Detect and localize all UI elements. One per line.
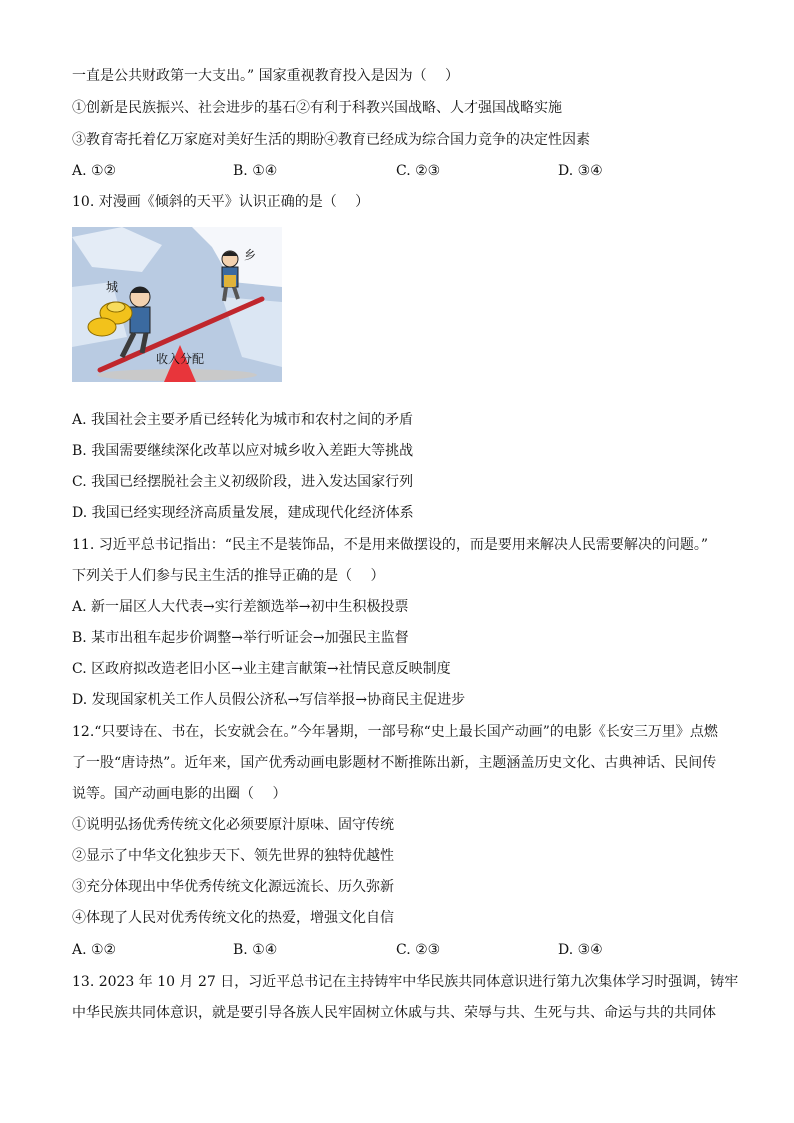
q11-option-a[interactable]: A. 新一届区人大代表→实行差额选举→初中生积极投票 — [72, 599, 409, 615]
q10-option-d[interactable]: D. 我国已经实现经济高质量发展，建成现代化经济体系 — [72, 505, 414, 521]
question-9-stem-end: 一直是公共财政第一大支出。” 国家重视教育投入是因为（ ） — [72, 68, 460, 84]
country-label: 乡 — [244, 248, 257, 262]
statement-1-2: ①创新是民族振兴、社会进步的基石②有利于科教兴国战略、人才强国战略实施 — [72, 100, 562, 116]
q12-statement-3: ③充分体现出中华优秀传统文化源远流长、历久弥新 — [72, 879, 394, 895]
q11-option-d[interactable]: D. 发现国家机关工作人员假公济私→写信举报→协商民主促进步 — [72, 692, 466, 708]
question-9-options — [72, 161, 732, 181]
q12-statement-4: ④体现了人民对优秀传统文化的热爱，增强文化自信 — [72, 910, 394, 926]
q11-option-b[interactable]: B. 某市出租车起步价调整→举行听证会→加强民主监督 — [72, 630, 409, 646]
question-12-options — [72, 940, 732, 960]
question-13-stem-2: 中华民族共同体意识，就是要引导各族人民牢固树立休戚与共、荣辱与共、生死与共、命运与共的共同体 — [72, 1005, 716, 1021]
option-d[interactable]: D. ③④ — [558, 163, 603, 179]
option-c[interactable]: C. ②③ — [396, 163, 441, 179]
q10-option-a[interactable]: A. 我国社会主要矛盾已经转化为城市和农村之间的矛盾 — [72, 412, 414, 428]
fulcrum-label: 收入分配 — [156, 352, 205, 366]
option-a[interactable]: A. ①② — [72, 942, 117, 958]
question-13-stem: 13. 2023 年 10 月 27 日，习近平总书记在主持铸牢中华民族共同体意识进行第九次集体学习时强调，铸牢 — [72, 974, 739, 990]
q10-option-c[interactable]: C. 我国已经摆脱社会主义初级阶段，进入发达国家行列 — [72, 474, 414, 490]
question-10-stem: 10. 对漫画《倾斜的天平》认识正确的是（ ） — [72, 194, 370, 210]
tilted-scale-cartoon — [72, 227, 282, 382]
question-11-stem-2: 下列关于人们参与民主生活的推导正确的是（ ） — [72, 568, 385, 584]
option-b[interactable]: B. ①④ — [233, 163, 278, 179]
q11-option-c[interactable]: C. 区政府拟改造老旧小区→业主建言献策→社情民意反映制度 — [72, 661, 451, 677]
option-b[interactable]: B. ①④ — [233, 942, 278, 958]
option-a[interactable]: A. ①② — [72, 163, 117, 179]
question-12-stem-3: 说等。国产动画电影的出圈（ ） — [72, 786, 287, 802]
statement-3-4: ③教育寄托着亿万家庭对美好生活的期盼④教育已经成为综合国力竞争的决定性因素 — [72, 132, 590, 148]
option-d[interactable]: D. ③④ — [558, 942, 603, 958]
question-12-stem-2: 了一股“唐诗热”。近年来，国产优秀动画电影题材不断推陈出新，主题涵盖历史文化、古典神话、民间传 — [72, 755, 717, 771]
option-c[interactable]: C. ②③ — [396, 942, 441, 958]
q12-statement-2: ②显示了中华文化独步天下、领先世界的独特优越性 — [72, 848, 394, 864]
city-label: 城 — [106, 280, 119, 294]
question-12-stem: 12.“只要诗在、书在，长安就会在。”今年暑期，一部号称“史上最长国产动画”的电影《长安三万里》点燃 — [72, 724, 718, 740]
question-11-stem: 11. 习近平总书记指出：“民主不是装饰品，不是用来做摆设的，而是要用来解决人民需要解决的问题。” — [72, 537, 709, 553]
q12-statement-1: ①说明弘扬优秀传统文化必须要原汁原味、固守传统 — [72, 817, 394, 833]
q10-option-b[interactable]: B. 我国需要继续深化改革以应对城乡收入差距大等挑战 — [72, 443, 414, 459]
